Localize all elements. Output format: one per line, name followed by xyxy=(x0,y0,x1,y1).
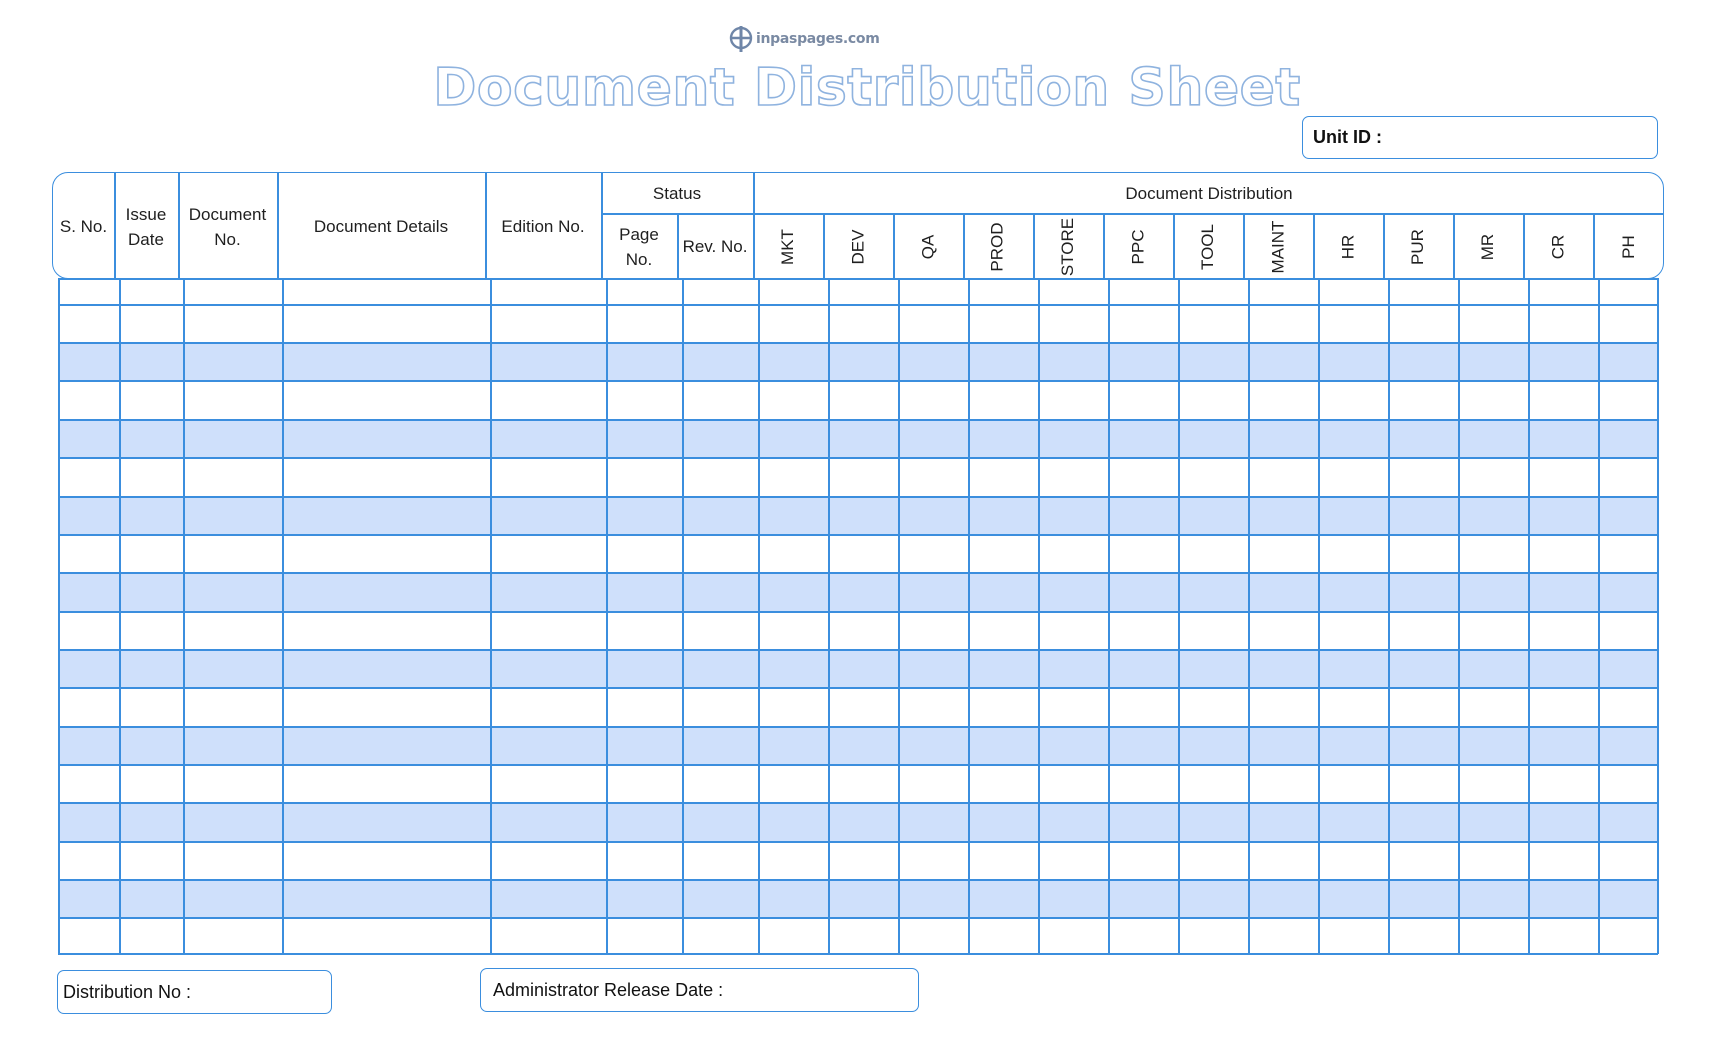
header-dept-qa: QA xyxy=(918,234,937,259)
header-dept-store: STORE xyxy=(1057,217,1077,276)
site-logo xyxy=(728,22,880,56)
header-divider xyxy=(114,173,116,279)
grid-line xyxy=(183,278,185,954)
grid-line xyxy=(58,572,1658,574)
header-divider xyxy=(601,173,603,279)
grid-line xyxy=(58,841,1658,843)
distribution-no-field[interactable] xyxy=(57,970,332,1014)
grid-line xyxy=(58,419,1658,421)
grid-line xyxy=(828,278,830,954)
header-divider xyxy=(1593,213,1595,279)
table-row[interactable] xyxy=(58,649,1658,687)
grid-line xyxy=(58,726,1658,728)
header-dept-prod: PROD xyxy=(988,221,1007,272)
header-divider xyxy=(963,213,965,279)
grid-line xyxy=(1248,278,1250,954)
grid-line xyxy=(1108,278,1110,954)
grid-line xyxy=(58,496,1658,498)
table-row[interactable] xyxy=(58,419,1658,457)
grid-line xyxy=(119,278,121,954)
header-divider xyxy=(1453,213,1455,279)
grid-line xyxy=(58,687,1658,689)
table-row[interactable] xyxy=(58,534,1658,572)
header-dept-cr: CR xyxy=(1548,234,1567,259)
grid-line xyxy=(1598,278,1600,954)
grid-line xyxy=(58,278,1658,280)
grid-line xyxy=(58,649,1658,651)
header-status: Status xyxy=(652,183,702,203)
table-row[interactable] xyxy=(58,380,1658,419)
table-row[interactable] xyxy=(58,841,1658,879)
header-dept-dev: DEV xyxy=(848,229,867,264)
header-divider xyxy=(1033,213,1035,279)
grid-line xyxy=(58,953,1658,955)
logo-mark-icon xyxy=(728,25,754,53)
table-row[interactable] xyxy=(58,611,1658,649)
grid-line xyxy=(1038,278,1040,954)
header-document-distribution: Document Distribution xyxy=(1125,183,1293,203)
table-row[interactable] xyxy=(58,342,1658,380)
grid-line xyxy=(58,380,1658,382)
grid-line xyxy=(758,278,760,954)
table-row[interactable] xyxy=(58,496,1658,534)
grid-line xyxy=(58,764,1658,766)
header-dept-maint: MAINT xyxy=(1267,220,1287,273)
grid-line xyxy=(1657,278,1659,954)
header-dept-ppc: PPC xyxy=(1128,229,1147,264)
header-divider xyxy=(1243,213,1245,279)
grid-line xyxy=(58,917,1658,919)
table-row[interactable] xyxy=(58,802,1658,841)
table-row[interactable] xyxy=(58,917,1658,954)
grid-line xyxy=(606,278,608,954)
header-s-no: S. No. xyxy=(59,217,108,236)
grid-line xyxy=(58,304,1658,306)
header-document-no: Document No. xyxy=(188,204,267,249)
table-header xyxy=(52,172,1664,279)
header-divider xyxy=(178,173,180,279)
distribution-no-label: Distribution No : xyxy=(63,981,192,1002)
grid-line xyxy=(58,611,1658,613)
header-dept-mkt: MKT xyxy=(777,228,797,265)
header-divider xyxy=(1313,213,1315,279)
unit-id-field[interactable] xyxy=(1302,116,1658,159)
header-dept-pur: PUR xyxy=(1408,228,1427,265)
grid-line xyxy=(490,278,492,954)
header-divider xyxy=(1103,213,1105,279)
header-divider xyxy=(1173,213,1175,279)
header-divider xyxy=(485,173,487,279)
grid-line xyxy=(682,278,684,954)
grid-line xyxy=(58,278,60,954)
grid-line xyxy=(58,342,1658,344)
header-dept-mr: MR xyxy=(1477,233,1497,260)
grid-line xyxy=(1178,278,1180,954)
grid-line xyxy=(58,534,1658,536)
grid-line xyxy=(1528,278,1530,954)
table-row[interactable] xyxy=(58,687,1658,726)
header-divider xyxy=(1523,213,1525,279)
grid-line xyxy=(898,278,900,954)
header-divider xyxy=(277,173,279,279)
grid-line xyxy=(58,802,1658,804)
header-page-no: Page No. xyxy=(619,224,659,269)
unit-id-label: Unit ID : xyxy=(1313,127,1382,147)
header-divider xyxy=(1383,213,1385,279)
grid-line xyxy=(58,879,1658,881)
header-dept-ph: PH xyxy=(1619,234,1638,259)
table-row[interactable] xyxy=(58,726,1658,764)
distribution-table xyxy=(58,278,1658,954)
grid-line xyxy=(1318,278,1320,954)
table-row[interactable] xyxy=(58,304,1658,342)
admin-release-date-field[interactable] xyxy=(480,968,919,1012)
table-row[interactable] xyxy=(58,572,1658,611)
header-edition-no: Edition No. xyxy=(501,217,585,236)
table-row[interactable] xyxy=(58,278,1658,304)
header-divider xyxy=(677,213,679,279)
page-title: Document Distribution Sheet xyxy=(433,58,1301,118)
logo-text: inpaspages.com xyxy=(756,31,880,47)
grid-line xyxy=(1458,278,1460,954)
grid-line xyxy=(282,278,284,954)
header-dept-tool: TOOL xyxy=(1197,223,1217,270)
table-row[interactable] xyxy=(58,457,1658,496)
table-row[interactable] xyxy=(58,764,1658,802)
header-divider xyxy=(753,173,755,279)
grid-line xyxy=(968,278,970,954)
header-rev-no: Rev. No. xyxy=(682,237,748,256)
admin-release-date-label: Administrator Release Date : xyxy=(493,979,724,1000)
table-row[interactable] xyxy=(58,879,1658,917)
header-document-details: Document Details xyxy=(313,217,449,236)
header-divider xyxy=(893,213,895,279)
header-divider xyxy=(823,213,825,279)
header-dept-hr: HR xyxy=(1338,234,1357,259)
header-divider xyxy=(601,213,1664,215)
grid-line xyxy=(58,457,1658,459)
grid-line xyxy=(1388,278,1390,954)
header-issue-date: Issue Date xyxy=(125,204,167,249)
